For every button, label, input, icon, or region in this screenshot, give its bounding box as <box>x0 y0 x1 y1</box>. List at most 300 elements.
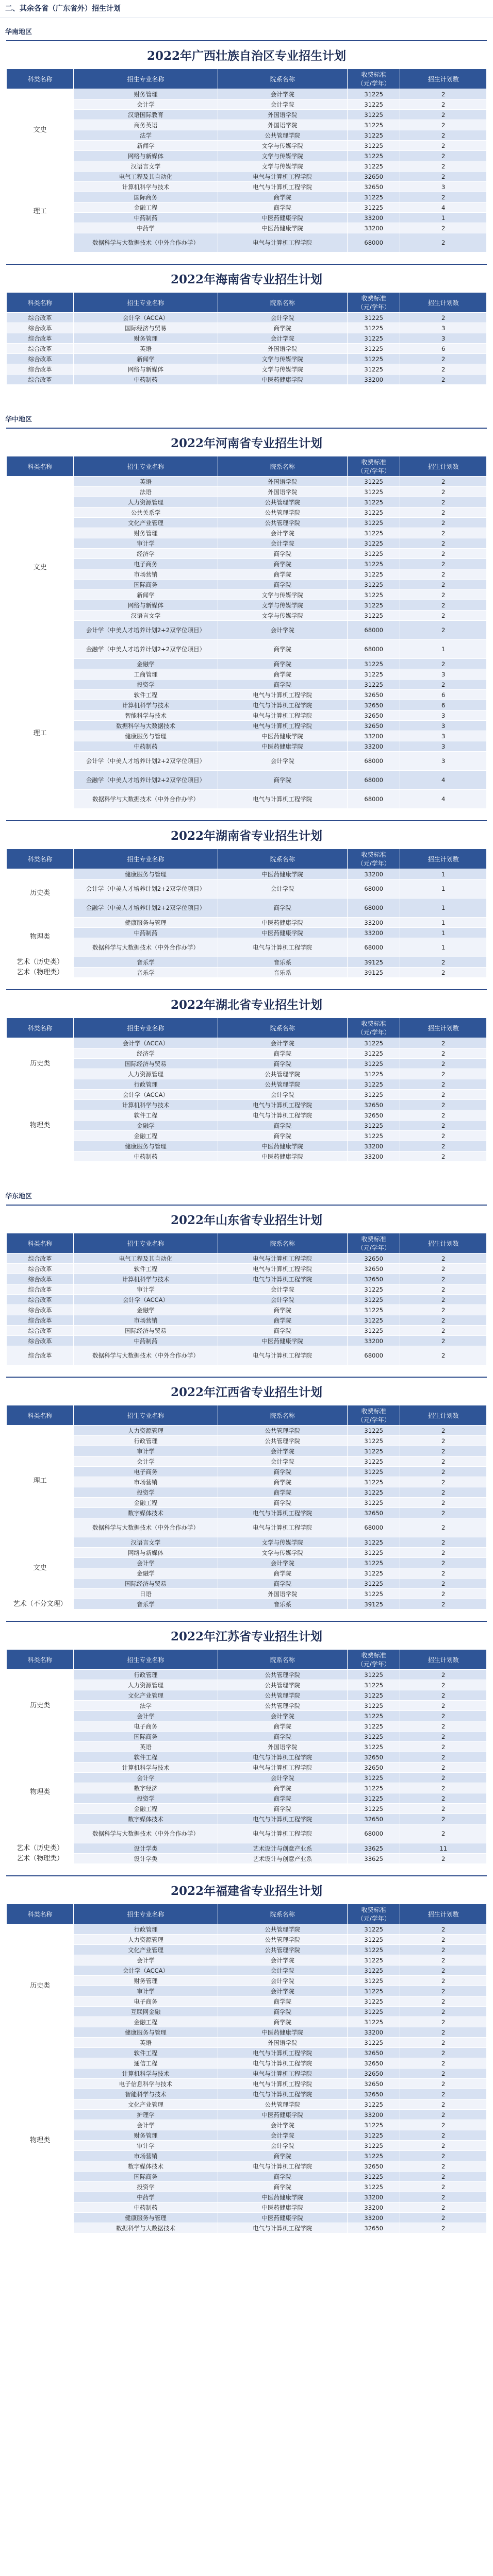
department-cell: 电气与计算机工程学院 <box>218 2089 347 2099</box>
fee-cell: 32650 <box>347 172 400 182</box>
department-cell: 中医药健康学院 <box>218 213 347 223</box>
category-cell: 综合改革 <box>7 1264 74 1274</box>
major-cell: 新闻学 <box>74 590 218 600</box>
quota-cell: 2 <box>400 1955 487 1965</box>
fee-cell: 32650 <box>347 1253 400 1264</box>
major-cell: 新闻学 <box>74 354 218 364</box>
fee-cell: 31225 <box>347 1955 400 1965</box>
fee-cell: 31225 <box>347 600 400 611</box>
fee-cell: 31225 <box>347 659 400 669</box>
table-row <box>7 477 487 487</box>
quota-cell: 2 <box>400 968 487 978</box>
page-title: 二、其余各省（广东省外）招生计划 <box>0 0 493 18</box>
department-cell: 商学院 <box>218 1996 347 2007</box>
fee-cell: 31225 <box>347 1589 400 1599</box>
table-row <box>7 1955 487 1965</box>
department-cell: 会计学院 <box>218 1446 347 1456</box>
table-row <box>7 1100 487 1110</box>
department-cell: 中医药健康学院 <box>218 2213 347 2223</box>
fee-cell: 31225 <box>347 1721 400 1732</box>
table-row <box>7 611 487 621</box>
quota-cell: 2 <box>400 477 487 487</box>
department-cell: 公共管理学院 <box>218 2099 347 2110</box>
fee-cell: 31225 <box>347 1537 400 1548</box>
fee-cell: 31225 <box>347 1965 400 1976</box>
fee-cell: 33200 <box>347 1141 400 1151</box>
table-row <box>7 1721 487 1732</box>
table-row <box>7 364 487 375</box>
column-header: 招生计划数 <box>400 1904 487 1924</box>
department-cell: 文学与传媒学院 <box>218 161 347 172</box>
quota-cell: 2 <box>400 1264 487 1274</box>
table-row <box>7 771 487 790</box>
quota-cell: 2 <box>400 1690 487 1701</box>
major-cell: 市场营销 <box>74 569 218 580</box>
quota-cell: 2 <box>400 1090 487 1100</box>
major-cell: 中药制药 <box>74 375 218 385</box>
quota-cell: 2 <box>400 364 487 375</box>
plan-table-block <box>6 264 487 385</box>
column-header: 招生计划数 <box>400 293 487 313</box>
table-row <box>7 559 487 569</box>
quota-cell: 2 <box>400 2151 487 2161</box>
department-cell: 商学院 <box>218 1487 347 1498</box>
table-row <box>7 899 487 918</box>
quota-cell: 2 <box>400 1711 487 1721</box>
major-cell: 中药制药 <box>74 1336 218 1346</box>
quota-cell: 2 <box>400 120 487 130</box>
quota-cell: 2 <box>400 538 487 549</box>
quota-cell: 3 <box>400 669 487 680</box>
category-cell: 历史类 <box>7 1670 74 1742</box>
quota-cell: 2 <box>400 2192 487 2202</box>
major-cell: 健康服务与管理 <box>74 869 218 879</box>
major-cell: 汉语言文学 <box>74 1537 218 1548</box>
quota-cell: 2 <box>400 580 487 590</box>
quota-cell: 2 <box>400 2202 487 2213</box>
table-row <box>7 233 487 252</box>
column-header: 招生计划数 <box>400 1233 487 1253</box>
department-cell: 电气与计算机工程学院 <box>218 2048 347 2058</box>
fee-cell: 31225 <box>347 1079 400 1090</box>
quota-cell: 2 <box>400 1548 487 1558</box>
fee-cell: 31225 <box>347 1498 400 1508</box>
table-row <box>7 1945 487 1955</box>
major-cell: 审计学 <box>74 2141 218 2151</box>
table-row <box>7 1477 487 1487</box>
fee-cell: 31225 <box>347 344 400 354</box>
quota-cell: 11 <box>400 1843 487 1854</box>
table-row <box>7 590 487 600</box>
table-row <box>7 1446 487 1456</box>
department-cell: 电气与计算机工程学院 <box>218 1100 347 1110</box>
department-cell: 外国语学院 <box>218 120 347 130</box>
table-row <box>7 1548 487 1558</box>
table-row <box>7 928 487 938</box>
major-cell: 金融学（中美人才培养计划2+2双学位项目） <box>74 640 218 659</box>
fee-cell: 31225 <box>347 1935 400 1945</box>
table-header-row <box>7 1650 487 1670</box>
major-cell: 金融工程 <box>74 1498 218 1508</box>
major-cell: 财务管理 <box>74 333 218 344</box>
major-cell: 数字媒体技术 <box>74 2161 218 2172</box>
plan-table-block <box>6 1621 487 1864</box>
column-header: 招生计划数 <box>400 1405 487 1426</box>
fee-cell: 68000 <box>347 1346 400 1365</box>
fee-cell: 31225 <box>347 569 400 580</box>
major-cell: 电子信息科学与技术 <box>74 2079 218 2089</box>
table-title: 2022年江西省专业招生计划 <box>6 1377 487 1405</box>
fee-cell: 31225 <box>347 1305 400 1315</box>
table-row <box>7 710 487 721</box>
table-row <box>7 1274 487 1284</box>
plan-table-block <box>6 1205 487 1365</box>
quota-cell: 6 <box>400 700 487 710</box>
quota-cell: 2 <box>400 2069 487 2079</box>
column-header: 科类名称 <box>7 69 74 89</box>
department-cell: 电气与计算机工程学院 <box>218 2223 347 2233</box>
major-cell: 会计学 <box>74 1955 218 1965</box>
table-row <box>7 690 487 700</box>
department-cell: 商学院 <box>218 1131 347 1141</box>
major-cell: 商务英语 <box>74 120 218 130</box>
major-cell: 数字媒体技术 <box>74 1814 218 1824</box>
column-header: 招生专业名称 <box>74 1650 218 1670</box>
fee-cell: 31225 <box>347 2130 400 2141</box>
category-cell: 综合改革 <box>7 1253 74 1264</box>
fee-cell: 31225 <box>347 1446 400 1456</box>
table-row <box>7 1711 487 1721</box>
column-header-fee <box>347 456 400 477</box>
department-cell: 商学院 <box>218 1568 347 1579</box>
table-header-row <box>7 293 487 313</box>
category-cell: 综合改革 <box>7 313 74 323</box>
department-cell: 艺术设计与创意产业系 <box>218 1854 347 1864</box>
department-cell: 公共管理学院 <box>218 507 347 518</box>
quota-cell: 3 <box>400 182 487 192</box>
fee-cell: 31225 <box>347 680 400 690</box>
column-header: 科类名称 <box>7 293 74 313</box>
quota-cell: 2 <box>400 1804 487 1814</box>
department-cell: 商学院 <box>218 580 347 590</box>
major-cell: 汉语言文学 <box>74 611 218 621</box>
fee-header-line: 收费标准 <box>361 71 386 78</box>
department-cell: 音乐系 <box>218 968 347 978</box>
major-cell: 数据科学与大数据技术 <box>74 2223 218 2233</box>
fee-cell: 68000 <box>347 899 400 918</box>
department-cell: 商学院 <box>218 1732 347 1742</box>
table-row <box>7 1986 487 1996</box>
major-cell: 中药制药 <box>74 928 218 938</box>
major-cell: 中药制药 <box>74 2202 218 2213</box>
fee-cell: 31225 <box>347 580 400 590</box>
fee-cell: 33200 <box>347 2192 400 2202</box>
department-cell: 音乐系 <box>218 1599 347 1609</box>
table-header-row <box>7 1405 487 1426</box>
table-row <box>7 1346 487 1365</box>
table-title: 2022年湖北省专业招生计划 <box>6 989 487 1018</box>
major-cell: 数据科学与大数据技术（中外合作办学） <box>74 938 218 957</box>
table-row <box>7 2182 487 2192</box>
quota-cell: 2 <box>400 1976 487 1986</box>
table-row <box>7 1151 487 1162</box>
quota-cell: 2 <box>400 1814 487 1824</box>
table-row <box>7 1038 487 1048</box>
department-cell: 商学院 <box>218 2182 347 2192</box>
department-cell: 商学院 <box>218 771 347 790</box>
table-row <box>7 2202 487 2213</box>
department-cell: 会计学院 <box>218 1295 347 1305</box>
fee-cell: 32650 <box>347 182 400 192</box>
plan-table-block <box>6 820 487 978</box>
table-row <box>7 333 487 344</box>
major-cell: 金融学 <box>74 1568 218 1579</box>
quota-cell: 2 <box>400 1854 487 1864</box>
fee-cell: 31225 <box>347 89 400 99</box>
major-cell: 英语 <box>74 344 218 354</box>
major-cell: 人力资源管理 <box>74 1426 218 1436</box>
major-cell: 电子商务 <box>74 1467 218 1477</box>
major-cell: 音乐学 <box>74 968 218 978</box>
quota-cell: 2 <box>400 1131 487 1141</box>
table-row <box>7 879 487 899</box>
column-header-fee <box>347 293 400 313</box>
category-cell: 综合改革 <box>7 1305 74 1315</box>
department-cell: 公共管理学院 <box>218 1680 347 1690</box>
quota-cell: 2 <box>400 1518 487 1537</box>
plan-table <box>6 1233 487 1365</box>
quota-cell: 1 <box>400 899 487 918</box>
category-cell: 综合改革 <box>7 1346 74 1365</box>
fee-cell: 32650 <box>347 2079 400 2089</box>
fee-cell: 31225 <box>347 2007 400 2017</box>
table-header-row <box>7 1233 487 1253</box>
table-row <box>7 1537 487 1548</box>
table-row <box>7 1935 487 1945</box>
major-cell: 电气工程及其自动化 <box>74 1253 218 1264</box>
fee-header-unit: （元/学年） <box>357 1660 390 1668</box>
quota-cell: 2 <box>400 1487 487 1498</box>
fee-header-unit: （元/学年） <box>357 467 390 474</box>
major-cell: 会计学 <box>74 1558 218 1568</box>
column-header: 院系名称 <box>218 1018 347 1038</box>
column-header: 招生计划数 <box>400 1650 487 1670</box>
table-header-row <box>7 1904 487 1924</box>
table-header-row <box>7 456 487 477</box>
department-cell: 中医药健康学院 <box>218 2110 347 2120</box>
plan-table <box>6 1904 487 2233</box>
major-cell: 会计学 <box>74 1456 218 1467</box>
quota-cell: 6 <box>400 344 487 354</box>
major-cell: 电子商务 <box>74 559 218 569</box>
department-cell: 商学院 <box>218 640 347 659</box>
table-row <box>7 938 487 957</box>
table-row <box>7 2161 487 2172</box>
quota-cell: 2 <box>400 1059 487 1069</box>
table-row <box>7 640 487 659</box>
major-cell: 金融学（中美人才培养计划2+2双学位项目） <box>74 771 218 790</box>
major-cell: 审计学 <box>74 1986 218 1996</box>
fee-cell: 32650 <box>347 1752 400 1762</box>
fee-cell: 31225 <box>347 1467 400 1477</box>
category-cell: 综合改革 <box>7 1336 74 1346</box>
department-cell: 会计学院 <box>218 879 347 899</box>
table-row <box>7 1996 487 2007</box>
quota-cell: 2 <box>400 375 487 385</box>
table-row <box>7 1732 487 1742</box>
fee-cell: 68000 <box>347 640 400 659</box>
table-row <box>7 182 487 192</box>
major-cell: 会计学 <box>74 2120 218 2130</box>
table-title: 2022年湖南省专业招生计划 <box>6 820 487 849</box>
quota-cell: 2 <box>400 1986 487 1996</box>
fee-cell: 31225 <box>347 202 400 213</box>
fee-cell: 31225 <box>347 1945 400 1955</box>
department-cell: 商学院 <box>218 2017 347 2027</box>
major-cell: 软件工程 <box>74 1752 218 1762</box>
department-cell: 商学院 <box>218 1305 347 1315</box>
quota-cell: 6 <box>400 690 487 700</box>
quota-cell: 2 <box>400 1508 487 1518</box>
major-cell: 健康服务与管理 <box>74 731 218 741</box>
quota-cell: 2 <box>400 313 487 323</box>
fee-cell: 31225 <box>347 549 400 559</box>
department-cell: 文学与传媒学院 <box>218 151 347 161</box>
quota-cell: 2 <box>400 2172 487 2182</box>
fee-cell: 33200 <box>347 2110 400 2120</box>
fee-cell: 31225 <box>347 1732 400 1742</box>
major-cell: 市场营销 <box>74 1315 218 1326</box>
column-header: 招生专业名称 <box>74 849 218 869</box>
fee-cell: 31225 <box>347 538 400 549</box>
table-row <box>7 1305 487 1315</box>
column-header: 招生专业名称 <box>74 69 218 89</box>
major-cell: 软件工程 <box>74 690 218 700</box>
quota-cell: 2 <box>400 2048 487 2058</box>
category-cell: 历史类 <box>7 1038 74 1090</box>
department-cell: 电气与计算机工程学院 <box>218 1518 347 1537</box>
table-row <box>7 1742 487 1752</box>
department-cell: 文学与传媒学院 <box>218 1537 347 1548</box>
major-cell: 国际商务 <box>74 1732 218 1742</box>
department-cell: 中医药健康学院 <box>218 223 347 233</box>
major-cell: 人力资源管理 <box>74 497 218 507</box>
table-row <box>7 2110 487 2120</box>
quota-cell: 2 <box>400 192 487 202</box>
department-cell: 商学院 <box>218 2151 347 2161</box>
major-cell: 网络与新媒体 <box>74 364 218 375</box>
table-row <box>7 323 487 333</box>
quota-cell: 2 <box>400 1965 487 1976</box>
fee-cell: 31225 <box>347 1048 400 1059</box>
table-row <box>7 1141 487 1151</box>
column-header: 科类名称 <box>7 1650 74 1670</box>
major-cell: 市场营销 <box>74 2151 218 2161</box>
major-cell: 财务管理 <box>74 2130 218 2141</box>
quota-cell: 2 <box>400 141 487 151</box>
major-cell: 电气工程及其自动化 <box>74 172 218 182</box>
fee-cell: 31225 <box>347 1996 400 2007</box>
quota-cell: 2 <box>400 2038 487 2048</box>
category-cell: 文史 <box>7 477 74 659</box>
department-cell: 商学院 <box>218 1804 347 1814</box>
table-row <box>7 790 487 809</box>
quota-cell: 2 <box>400 1446 487 1456</box>
column-header-fee <box>347 1018 400 1038</box>
table-row <box>7 1783 487 1793</box>
department-cell: 公共管理学院 <box>218 497 347 507</box>
plan-table-block <box>6 428 487 809</box>
major-cell: 金融工程 <box>74 1804 218 1814</box>
quota-cell: 2 <box>400 2027 487 2038</box>
major-cell: 国际商务 <box>74 2172 218 2182</box>
quota-cell: 2 <box>400 2099 487 2110</box>
quota-cell: 2 <box>400 559 487 569</box>
table-row <box>7 1670 487 1680</box>
department-cell: 公共管理学院 <box>218 1436 347 1446</box>
fee-cell: 31225 <box>347 1548 400 1558</box>
department-cell: 商学院 <box>218 1579 347 1589</box>
major-cell: 投资学 <box>74 2182 218 2192</box>
fee-cell: 31225 <box>347 1038 400 1048</box>
major-cell: 数据科学与大数据技术（中外合作办学） <box>74 1346 218 1365</box>
major-cell: 设计学类 <box>74 1843 218 1854</box>
table-row <box>7 2079 487 2089</box>
column-header-fee <box>347 1233 400 1253</box>
table-row <box>7 1558 487 1568</box>
major-cell: 健康服务与管理 <box>74 1141 218 1151</box>
table-row <box>7 2099 487 2110</box>
department-cell: 电气与计算机工程学院 <box>218 690 347 700</box>
department-cell: 商学院 <box>218 1721 347 1732</box>
quota-cell: 2 <box>400 2223 487 2233</box>
column-header: 院系名称 <box>218 1233 347 1253</box>
table-row <box>7 507 487 518</box>
table-row <box>7 354 487 364</box>
department-cell: 文学与传媒学院 <box>218 364 347 375</box>
table-row <box>7 1264 487 1274</box>
fee-cell: 31225 <box>347 161 400 172</box>
major-cell: 健康服务与管理 <box>74 2213 218 2223</box>
quota-cell: 2 <box>400 1783 487 1793</box>
fee-header-line: 收费标准 <box>361 295 386 302</box>
fee-cell: 33200 <box>347 741 400 752</box>
fee-cell: 31225 <box>347 507 400 518</box>
major-cell: 财务管理 <box>74 89 218 99</box>
fee-cell: 31225 <box>347 1680 400 1690</box>
major-cell: 会计学（中美人才培养计划2+2双学位项目） <box>74 879 218 899</box>
major-cell: 中药学 <box>74 223 218 233</box>
fee-cell: 31225 <box>347 1284 400 1295</box>
table-row <box>7 1326 487 1336</box>
table-row <box>7 1804 487 1814</box>
table-row <box>7 1924 487 1935</box>
major-cell: 音乐学 <box>74 957 218 968</box>
table-row <box>7 549 487 559</box>
plan-table <box>6 1018 487 1162</box>
fee-cell: 31225 <box>347 120 400 130</box>
fee-cell: 31225 <box>347 151 400 161</box>
quota-cell: 2 <box>400 2017 487 2027</box>
major-cell: 软件工程 <box>74 2048 218 2058</box>
major-cell: 市场营销 <box>74 1477 218 1487</box>
plan-table <box>6 456 487 809</box>
plan-table-block <box>6 40 487 252</box>
major-cell: 计算机科学与技术 <box>74 700 218 710</box>
fee-header-unit: （元/学年） <box>357 80 390 87</box>
major-cell: 国际商务 <box>74 192 218 202</box>
department-cell: 文学与传媒学院 <box>218 1548 347 1558</box>
